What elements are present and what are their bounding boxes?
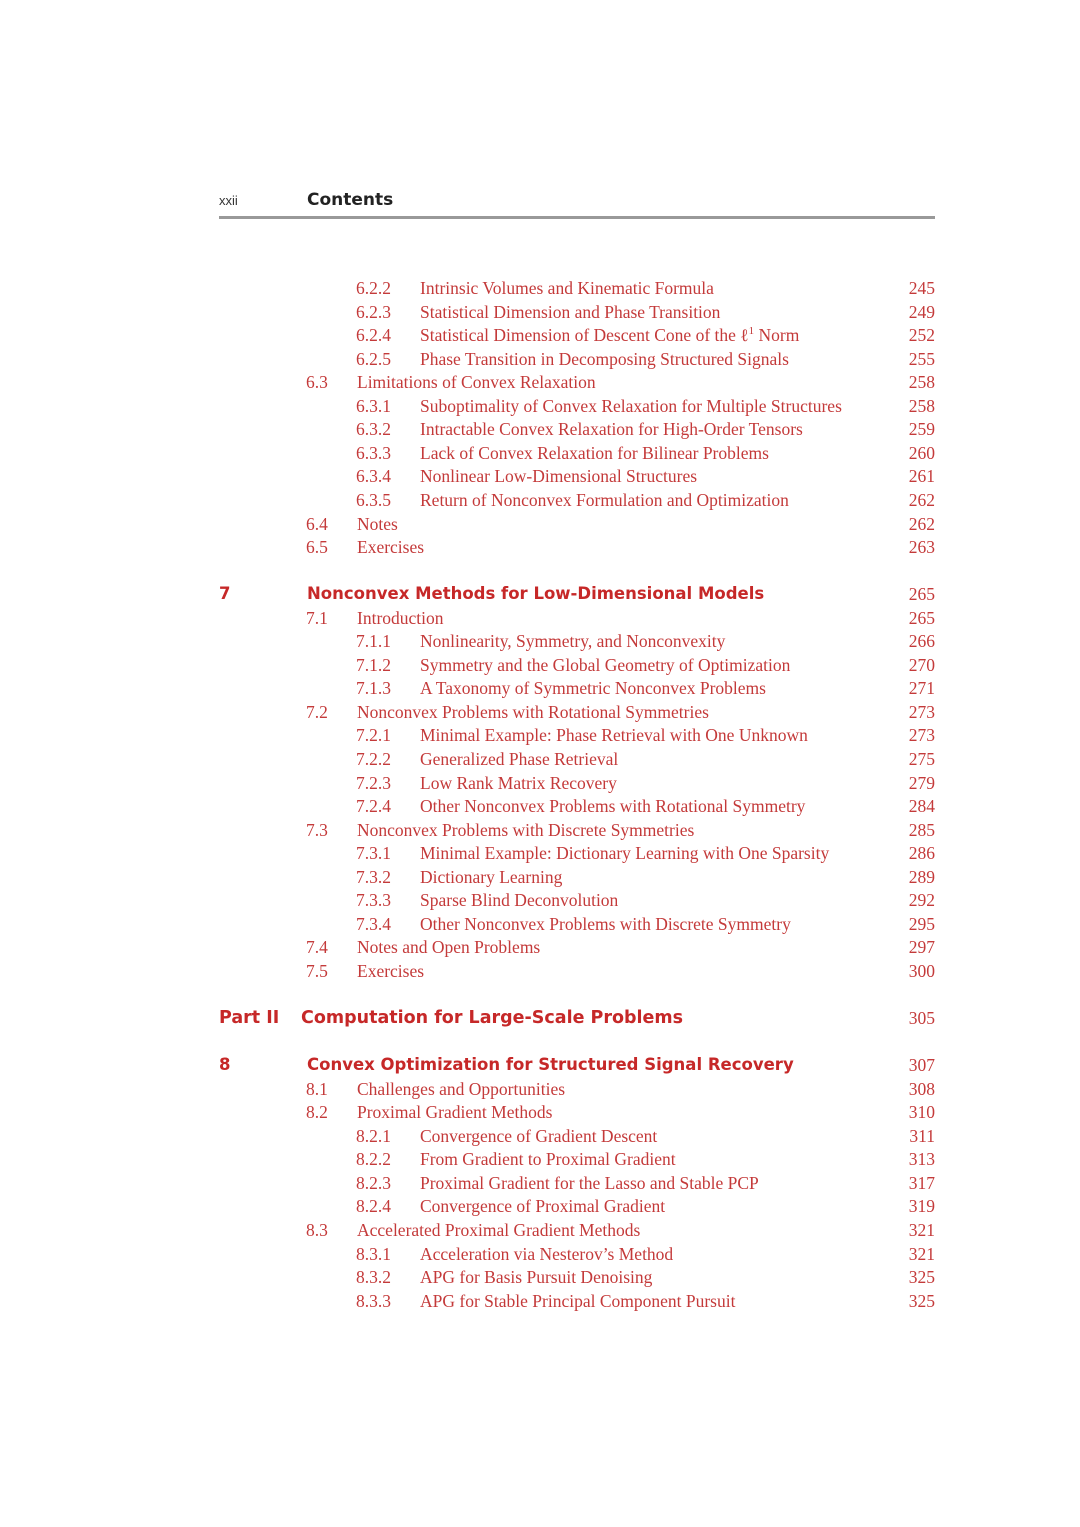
toc-entry-number: 6.3.2 (356, 419, 391, 439)
toc-entry-page: 325 (908, 1291, 935, 1311)
toc-entry-title: Nonlinearity, Symmetry, and Nonconvexity (420, 631, 726, 651)
toc-entry-title: Proximal Gradient Methods (357, 1102, 553, 1122)
toc-entry-title: Low Rank Matrix Recovery (420, 773, 617, 793)
toc-entry-number: 6.4 (306, 514, 328, 534)
toc-subsection-entry[interactable] (219, 865, 935, 889)
toc-entry-page: 307 (908, 1055, 935, 1075)
toc-entry-number: 8.2.4 (356, 1196, 391, 1216)
toc-entry-page: 245 (908, 278, 935, 298)
toc-entry-number: 7.1.3 (356, 678, 391, 698)
toc-subsection-entry[interactable] (219, 276, 935, 300)
toc-entry-title: Other Nonconvex Problems with Discrete Symmetry (420, 914, 791, 934)
toc-entry-title: Acceleration via Nesterov’s Method (420, 1244, 674, 1264)
toc-entry-page: 321 (908, 1220, 935, 1240)
toc-entry-number: 7.1.1 (356, 631, 391, 651)
toc-subsection-entry[interactable] (219, 1194, 935, 1218)
toc-entry-page: 259 (908, 419, 935, 439)
toc-entry-number: 6.3.5 (356, 490, 391, 510)
toc-subsection-entry[interactable] (219, 1124, 935, 1148)
toc-entry-title: Challenges and Opportunities (357, 1079, 566, 1099)
toc-chapter-entry[interactable] (219, 1053, 935, 1077)
toc-entry-title: Exercises (357, 537, 425, 557)
toc-section-entry[interactable] (219, 512, 935, 536)
toc-entry-number: 8.3.1 (356, 1244, 391, 1264)
toc-subsection-entry[interactable] (219, 488, 935, 512)
toc-entry-title: Introduction (357, 608, 444, 628)
toc-entry-page: 260 (908, 443, 935, 463)
toc-section-entry[interactable] (219, 535, 935, 559)
toc-entry-title: Intrinsic Volumes and Kinematic Formula (420, 278, 714, 298)
toc-subsection-entry[interactable] (219, 629, 935, 653)
toc-entry-number: 7 (219, 584, 231, 603)
toc-section-entry[interactable] (219, 935, 935, 959)
toc-entry-title: Convergence of Proximal Gradient (420, 1196, 666, 1216)
toc-section-entry[interactable] (219, 370, 935, 394)
toc-subsection-entry[interactable] (219, 441, 935, 465)
toc-subsection-entry[interactable] (219, 323, 935, 347)
toc-subsection-entry[interactable] (219, 347, 935, 371)
toc-entry-page: 258 (908, 372, 935, 392)
toc-entry-page: 262 (908, 490, 935, 510)
toc-entry-number: 6.2.2 (356, 278, 391, 298)
toc-entry-page: 292 (908, 890, 935, 910)
toc-entry-number: 7.1.2 (356, 655, 391, 675)
toc-entry-title: Phase Transition in Decomposing Structured Signals (420, 349, 789, 369)
toc-entry-number: 7.3.2 (356, 867, 391, 887)
toc-entry-page: 305 (908, 1008, 935, 1028)
toc-entry-number: 7.3.1 (356, 843, 391, 863)
toc-entry-page: 308 (908, 1079, 935, 1099)
toc-entry-page: 321 (908, 1244, 935, 1264)
toc-entry-number: 7.4 (306, 937, 328, 957)
toc-subsection-entry[interactable] (219, 723, 935, 747)
toc-entry-title: Intractable Convex Relaxation for High-Order Tensors (420, 419, 803, 439)
toc-entry-title: Minimal Example: Dictionary Learning with One Sparsity (420, 843, 830, 863)
toc-entry-page: 265 (908, 584, 935, 604)
toc-entry-page: 258 (908, 396, 935, 416)
toc-entry-page: 275 (908, 749, 935, 769)
toc-entry-page: 285 (908, 820, 935, 840)
toc-entry-page: 249 (908, 302, 935, 322)
toc-entry-title: A Taxonomy of Symmetric Nonconvex Problems (420, 678, 766, 698)
toc-subsection-entry[interactable] (219, 1242, 935, 1266)
toc-entry-number: 8.3.3 (356, 1291, 391, 1311)
toc-subsection-entry[interactable] (219, 300, 935, 324)
page-number: xxii (219, 193, 238, 208)
toc-entry-page: 273 (908, 725, 935, 745)
toc-entry-title: Accelerated Proximal Gradient Methods (357, 1220, 641, 1240)
toc-entry-title: Limitations of Convex Relaxation (357, 372, 596, 392)
toc-entry-title: Other Nonconvex Problems with Rotational Symmetry (420, 796, 806, 816)
toc-subsection-entry[interactable] (219, 747, 935, 771)
toc-entry-page: 252 (908, 325, 935, 345)
toc-entry-title: Nonconvex Problems with Rotational Symmetries (357, 702, 709, 722)
toc-entry-number: 7.2 (306, 702, 328, 722)
toc-entry-number: 8.2.1 (356, 1126, 391, 1146)
toc-entry-page: 265 (908, 608, 935, 628)
toc-entry-title: Sparse Blind Deconvolution (420, 890, 619, 910)
toc-entry-number: 7.3.4 (356, 914, 391, 934)
toc-section-entry[interactable] (219, 1218, 935, 1242)
toc-entry-number: 6.3.3 (356, 443, 391, 463)
toc-entry-number: 8.3 (306, 1220, 328, 1240)
toc-entry-page: 311 (909, 1126, 935, 1146)
toc-entry-page: 313 (908, 1149, 935, 1169)
toc-section-entry[interactable] (219, 700, 935, 724)
toc-entry-page: 289 (908, 867, 935, 887)
toc-entry-number: 8.3.2 (356, 1267, 391, 1287)
toc-entry-number: 6.3 (306, 372, 328, 392)
toc-entry-number: 6.3.1 (356, 396, 391, 416)
toc-entry-page: 279 (908, 773, 935, 793)
toc-subsection-entry[interactable] (219, 794, 935, 818)
toc-entry-page: 310 (908, 1102, 935, 1122)
toc-entry-page: 255 (908, 349, 935, 369)
toc-entry-title: Minimal Example: Phase Retrieval with One Unknown (420, 725, 808, 745)
toc-section-entry[interactable] (219, 1100, 935, 1124)
toc-entry-title: Statistical Dimension of Descent Cone of the ℓ$^1$ Norm (420, 325, 800, 345)
toc-entry-page: 266 (908, 631, 935, 651)
toc-chapter-entry[interactable] (219, 582, 935, 606)
toc-subsection-entry[interactable] (219, 464, 935, 488)
toc-entry-page: 284 (908, 796, 935, 816)
toc-entry-title: Statistical Dimension and Phase Transition (420, 302, 721, 322)
toc-entry-title: Nonlinear Low-Dimensional Structures (420, 466, 698, 486)
toc-entry-number: 6.2.3 (356, 302, 391, 322)
toc-entry-page: 271 (908, 678, 935, 698)
toc-entry-number: Part II (219, 1008, 280, 1028)
toc-subsection-entry[interactable] (219, 417, 935, 441)
toc-subsection-entry[interactable] (219, 653, 935, 677)
toc-entry-title: From Gradient to Proximal Gradient (420, 1149, 676, 1169)
toc-entry-number: 7.2.4 (356, 796, 391, 816)
toc-subsection-entry[interactable] (219, 1171, 935, 1195)
toc-subsection-entry[interactable] (219, 912, 935, 936)
toc-section-entry[interactable] (219, 1077, 935, 1101)
toc-subsection-entry[interactable] (219, 1289, 935, 1313)
toc-entry-title: Computation for Large-Scale Problems (301, 1008, 684, 1028)
toc-entry-title: Proximal Gradient for the Lasso and Stable PCP (420, 1173, 759, 1193)
toc-entry-number: 7.3 (306, 820, 328, 840)
running-title: Contents (307, 190, 394, 210)
toc-entry-number: 8.2 (306, 1102, 328, 1122)
toc-entry-number: 7.2.1 (356, 725, 391, 745)
toc-entry-number: 6.3.4 (356, 466, 391, 486)
toc-entry-page: 317 (908, 1173, 935, 1193)
toc-part-entry[interactable] (219, 1006, 935, 1030)
toc-entry-page: 273 (908, 702, 935, 722)
toc-entry-page: 297 (908, 937, 935, 957)
toc-entry-title: Suboptimality of Convex Relaxation for Multiple Structures (420, 396, 842, 416)
toc-section-entry[interactable] (219, 959, 935, 983)
toc-entry-number: 8.2.3 (356, 1173, 391, 1193)
toc-entry-title: Convex Optimization for Structured Signal Recovery (307, 1055, 794, 1074)
toc-entry-title: Return of Nonconvex Formulation and Optimization (420, 490, 789, 510)
toc-entry-page: 262 (908, 514, 935, 534)
toc-entry-title: Nonconvex Problems with Discrete Symmetries (357, 820, 695, 840)
toc-entry-title: APG for Stable Principal Component Pursuit (420, 1291, 736, 1311)
toc-entry-page: 270 (908, 655, 935, 675)
toc-entry-number: 8.1 (306, 1079, 328, 1099)
toc-section-entry[interactable] (219, 818, 935, 842)
toc-entry-page: 295 (908, 914, 935, 934)
toc-entry-title: Convergence of Gradient Descent (420, 1126, 658, 1146)
toc-entry-number: 8 (219, 1055, 231, 1074)
toc-subsection-entry[interactable] (219, 394, 935, 418)
toc-entry-page: 325 (908, 1267, 935, 1287)
toc-entry-number: 7.2.2 (356, 749, 391, 769)
toc-subsection-entry[interactable] (219, 676, 935, 700)
toc-section-entry[interactable] (219, 606, 935, 630)
toc-subsection-entry[interactable] (219, 841, 935, 865)
toc-entry-page: 263 (908, 537, 935, 557)
toc-entry-number: 7.1 (306, 608, 328, 628)
toc-entry-page: 286 (908, 843, 935, 863)
toc-entry-title: Nonconvex Methods for Low-Dimensional Models (307, 584, 765, 603)
toc-entry-title: Exercises (357, 961, 425, 981)
toc-subsection-entry[interactable] (219, 1147, 935, 1171)
toc-entry-number: 6.2.5 (356, 349, 391, 369)
toc-entry-page: 300 (908, 961, 935, 981)
toc-entry-title: Notes and Open Problems (357, 937, 541, 957)
toc-entry-number: 7.2.3 (356, 773, 391, 793)
toc-entry-title: Generalized Phase Retrieval (420, 749, 619, 769)
toc-entry-number: 7.3.3 (356, 890, 391, 910)
toc-entry-title: Symmetry and the Global Geometry of Optimization (420, 655, 791, 675)
toc-entry-title: Lack of Convex Relaxation for Bilinear Problems (420, 443, 769, 463)
toc-subsection-entry[interactable] (219, 888, 935, 912)
toc-entry-page: 319 (908, 1196, 935, 1216)
toc-entry-number: 6.5 (306, 537, 328, 557)
toc-subsection-entry[interactable] (219, 771, 935, 795)
toc-entry-title: Dictionary Learning (420, 867, 563, 887)
toc-entry-number: 8.2.2 (356, 1149, 391, 1169)
toc-entry-title: Notes (357, 514, 398, 534)
toc-entry-title: APG for Basis Pursuit Denoising (420, 1267, 653, 1287)
toc-subsection-entry[interactable] (219, 1265, 935, 1289)
toc-entry-number: 6.2.4 (356, 325, 391, 345)
toc-entry-number: 7.5 (306, 961, 328, 981)
toc-entry-page: 261 (908, 466, 935, 486)
